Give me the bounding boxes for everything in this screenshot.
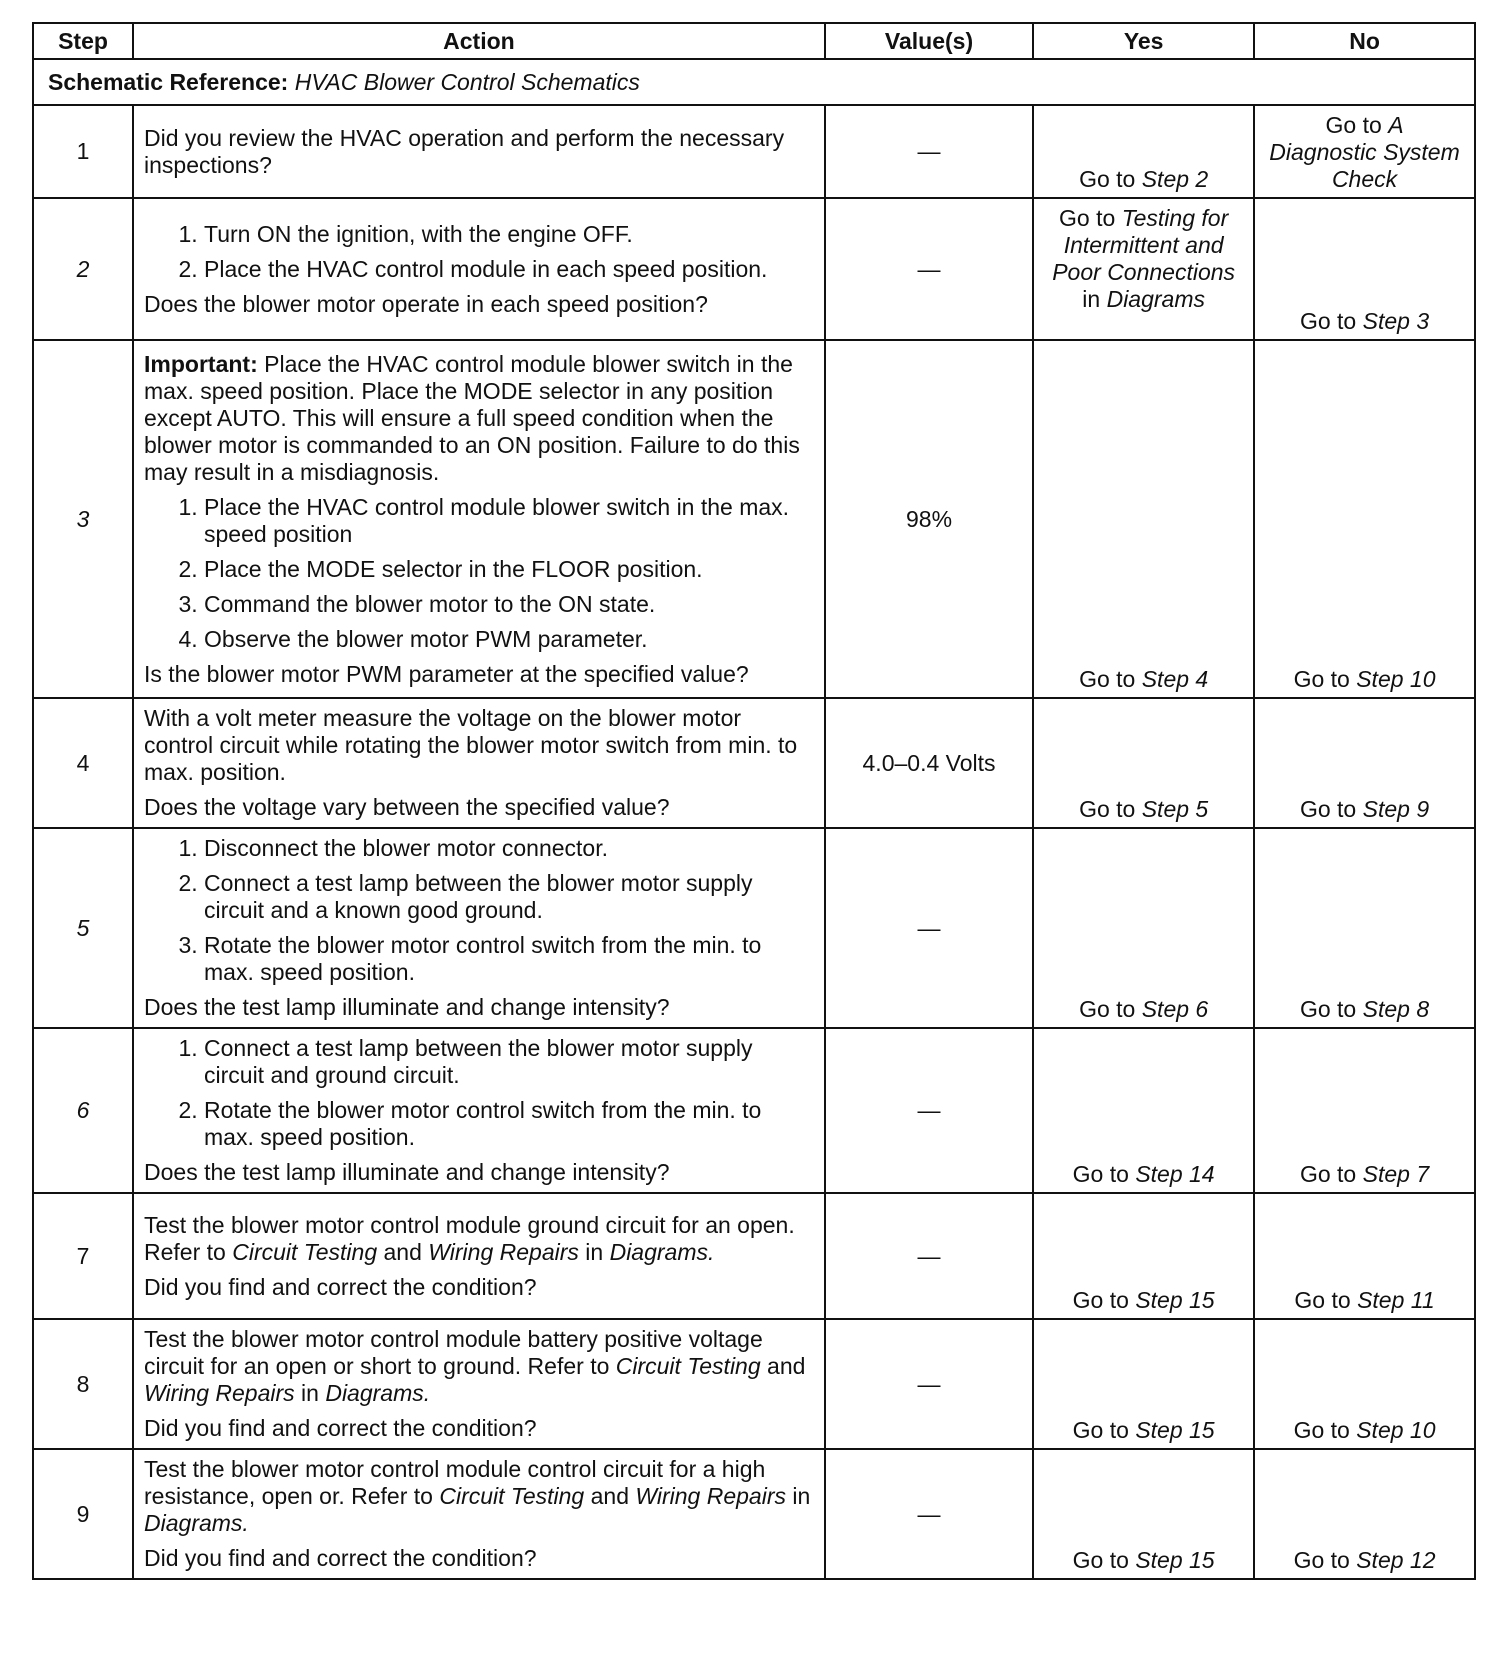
important-note: [144, 351, 814, 486]
action-cell: [133, 340, 825, 698]
step-number: 1: [33, 105, 133, 198]
yes-link[interactable]: Step 15: [1135, 1287, 1215, 1313]
header-no: No: [1254, 23, 1475, 59]
step-number: 8: [33, 1319, 133, 1449]
no-link[interactable]: Step 8: [1362, 996, 1430, 1022]
and-word: and: [383, 1238, 422, 1265]
action-list: [144, 1035, 814, 1151]
no-link[interactable]: Step 9: [1362, 796, 1430, 822]
go-to-label: Go to: [1293, 1417, 1350, 1443]
yes-link-diagrams[interactable]: Diagrams: [1106, 286, 1205, 312]
table-row: [33, 1193, 1475, 1319]
list-item: 3. Command the blower motor to the ON state.: [204, 591, 814, 618]
header-row: [33, 23, 1475, 59]
table-row: [33, 1028, 1475, 1193]
value-cell: —: [825, 1449, 1033, 1579]
no-link[interactable]: Step 10: [1356, 666, 1436, 692]
go-to-label: Go to: [1059, 205, 1116, 231]
header-action: Action: [133, 23, 825, 59]
no-link[interactable]: Step 10: [1356, 1417, 1436, 1443]
in-word: in: [792, 1483, 811, 1509]
no-cell: [1254, 828, 1475, 1028]
yes-cell: [1033, 1319, 1254, 1449]
table-row: [33, 340, 1475, 698]
question-text: Does the test lamp illuminate and change intensity?: [144, 994, 670, 1020]
no-cell: [1254, 698, 1475, 828]
step-number: 2: [33, 198, 133, 340]
action-cell: [133, 698, 825, 828]
step-number: 4: [33, 698, 133, 828]
yes-cell: [1033, 340, 1254, 698]
go-to-label: Go to: [1079, 796, 1136, 822]
question-text: Does the blower motor operate in each speed position?: [144, 290, 708, 317]
no-cell: [1254, 1028, 1475, 1193]
yes-link[interactable]: Testing for Intermittent and Poor Connections: [1052, 205, 1236, 285]
yes-link[interactable]: Step 15: [1135, 1547, 1215, 1573]
yes-cell: [1033, 828, 1254, 1028]
no-cell: [1254, 1449, 1475, 1579]
step-number: 7: [33, 1193, 133, 1319]
schematic-reference-label: Schematic Reference:: [48, 68, 289, 95]
action-cell: [133, 105, 825, 198]
table-row: [33, 698, 1475, 828]
value-cell: —: [825, 828, 1033, 1028]
go-to-label: Go to: [1294, 1287, 1351, 1313]
go-to-label: Go to: [1072, 1547, 1129, 1573]
value-cell: —: [825, 198, 1033, 340]
go-to-label: Go to: [1299, 996, 1357, 1022]
in-word: in: [585, 1238, 604, 1265]
circuit-testing-link[interactable]: Circuit Testing: [615, 1353, 761, 1379]
value-cell: —: [825, 1319, 1033, 1449]
and-word: and: [590, 1483, 629, 1509]
diagnostic-table: [32, 22, 1476, 1580]
go-to-label: Go to: [1293, 1547, 1350, 1573]
table-row: [33, 1449, 1475, 1579]
step-number: 3: [33, 340, 133, 698]
no-link[interactable]: A: [1388, 112, 1404, 138]
yes-link[interactable]: Step 6: [1141, 996, 1209, 1022]
value-cell: 98%: [825, 340, 1033, 698]
no-cell: [1254, 105, 1475, 198]
wiring-repairs-link[interactable]: Wiring Repairs: [428, 1238, 579, 1265]
circuit-testing-link[interactable]: Circuit Testing: [232, 1238, 378, 1265]
value-cell: —: [825, 1193, 1033, 1319]
action-list: [144, 835, 814, 986]
circuit-testing-link[interactable]: Circuit Testing: [439, 1483, 585, 1509]
list-item: 1. Connect a test lamp between the blower motor supply circuit and ground circuit.: [204, 1035, 814, 1089]
question-text: Did you find and correct the condition?: [144, 1545, 537, 1571]
question-text: Does the test lamp illuminate and change intensity?: [144, 1159, 670, 1185]
no-cell: [1254, 1319, 1475, 1449]
question-text: Did you find and correct the condition?: [144, 1273, 537, 1300]
list-item: 2. Connect a test lamp between the blower motor supply circuit and a known good ground.: [204, 870, 814, 924]
yes-cell: [1033, 105, 1254, 198]
no-cell: [1254, 340, 1475, 698]
yes-cell: [1033, 198, 1254, 340]
action-list: [144, 494, 814, 653]
wiring-repairs-link[interactable]: Wiring Repairs: [635, 1483, 786, 1509]
go-to-label: Go to: [1299, 1161, 1357, 1187]
step-number: 6: [33, 1028, 133, 1193]
header-step: Step: [33, 23, 133, 59]
go-to-label: Go to: [1079, 666, 1136, 692]
go-to-label: Go to: [1325, 112, 1382, 138]
list-item: 2. Place the MODE selector in the FLOOR position.: [204, 556, 814, 583]
wiring-repairs-link[interactable]: Wiring Repairs: [144, 1380, 295, 1406]
yes-cell: [1033, 1193, 1254, 1319]
list-item: 1. Place the HVAC control module blower switch in the max. speed position: [204, 494, 814, 548]
action-text-lead: Test the blower motor control module battery positive voltage circuit for an open or short to ground. Refer to: [144, 1326, 763, 1379]
action-text-lead: Test the blower motor control module control circuit for a high resistance, open or. Refer to: [144, 1456, 766, 1509]
list-item: 2. Place the HVAC control module in each speed position.: [204, 256, 814, 283]
go-to-label: Go to: [1079, 996, 1136, 1022]
no-link[interactable]: Step 12: [1356, 1547, 1436, 1573]
go-to-label: Go to: [1072, 1417, 1129, 1443]
list-item: 4. Observe the blower motor PWM parameter.: [204, 626, 814, 653]
action-text: With a volt meter measure the voltage on the blower motor control circuit while rotating the blower motor switch from min. to max. position.: [144, 705, 798, 785]
step-number: 9: [33, 1449, 133, 1579]
diagrams-link[interactable]: Diagrams.: [609, 1238, 715, 1265]
list-item: 1. Turn ON the ignition, with the engine OFF.: [204, 221, 814, 248]
go-to-label: Go to: [1079, 166, 1136, 192]
no-cell: [1254, 198, 1475, 340]
header-values: Value(s): [825, 23, 1033, 59]
value-cell: —: [825, 105, 1033, 198]
important-text: Place the HVAC control module blower switch in the max. speed position. Place the MODE selector in any position except AUTO. This will ensure a full speed condition when the blower motor is commanded to an ON position. Failure to do this may result in a misdiagnosis.: [144, 350, 800, 485]
schematic-reference-row: [33, 59, 1475, 105]
action-cell: [133, 828, 825, 1028]
go-to-label: Go to: [1299, 308, 1357, 334]
yes-cell: [1033, 698, 1254, 828]
step-number: 5: [33, 828, 133, 1028]
table-row: [33, 1319, 1475, 1449]
action-cell: [133, 1449, 825, 1579]
diagrams-link[interactable]: Diagrams.: [325, 1380, 431, 1406]
diagrams-link[interactable]: Diagrams.: [144, 1510, 249, 1536]
action-cell: [133, 1319, 825, 1449]
no-cell: [1254, 1193, 1475, 1319]
no-link-continued[interactable]: Diagnostic System Check: [1269, 139, 1460, 192]
in-word: in: [301, 1380, 319, 1406]
go-to-label: Go to: [1293, 666, 1350, 692]
action-text: [144, 1456, 814, 1537]
action-cell: [133, 1028, 825, 1193]
yes-link[interactable]: Step 4: [1141, 666, 1209, 692]
question-text: Does the voltage vary between the specified value?: [144, 794, 670, 820]
yes-link[interactable]: Step 5: [1141, 796, 1209, 822]
yes-link[interactable]: Step 2: [1141, 166, 1209, 192]
action-cell: [133, 1193, 825, 1319]
yes-link[interactable]: Step 14: [1135, 1161, 1215, 1187]
action-text: [144, 1212, 814, 1266]
value-cell: 4.0–0.4 Volts: [825, 698, 1033, 828]
no-link[interactable]: Step 11: [1357, 1287, 1435, 1313]
action-text-lead: Test the blower motor control module ground circuit for an open. Refer to: [144, 1211, 795, 1265]
no-link[interactable]: Step 3: [1362, 308, 1430, 334]
list-item: 3. Rotate the blower motor control switch from the min. to max. speed position.: [204, 932, 814, 986]
no-link[interactable]: Step 7: [1362, 1161, 1430, 1187]
list-item: 1. Disconnect the blower motor connector.: [204, 835, 814, 862]
schematic-reference-link[interactable]: HVAC Blower Control Schematics: [294, 68, 640, 95]
list-item: 2. Rotate the blower motor control switch from the min. to max. speed position.: [204, 1097, 814, 1151]
schematic-reference: [33, 59, 1475, 105]
go-to-label: Go to: [1299, 796, 1357, 822]
table-row: [33, 198, 1475, 340]
question-text: Did you find and correct the condition?: [144, 1415, 537, 1441]
yes-link[interactable]: Step 15: [1135, 1417, 1215, 1443]
in-label: in: [1082, 286, 1101, 312]
question-text: Did you review the HVAC operation and perform the necessary inspections?: [144, 124, 785, 178]
diagnostic-table-sheet: [32, 22, 1476, 1580]
question-text: Is the blower motor PWM parameter at the specified value?: [144, 660, 749, 687]
important-label: Important:: [144, 350, 258, 377]
go-to-label: Go to: [1072, 1287, 1129, 1313]
action-cell: [133, 198, 825, 340]
yes-cell: [1033, 1449, 1254, 1579]
go-to-label: Go to: [1072, 1161, 1129, 1187]
table-row: [33, 105, 1475, 198]
value-cell: —: [825, 1028, 1033, 1193]
yes-cell: [1033, 1028, 1254, 1193]
action-list: [144, 221, 814, 283]
header-yes: Yes: [1033, 23, 1254, 59]
table-row: [33, 828, 1475, 1028]
and-word: and: [767, 1353, 806, 1379]
action-text: [144, 1326, 814, 1407]
